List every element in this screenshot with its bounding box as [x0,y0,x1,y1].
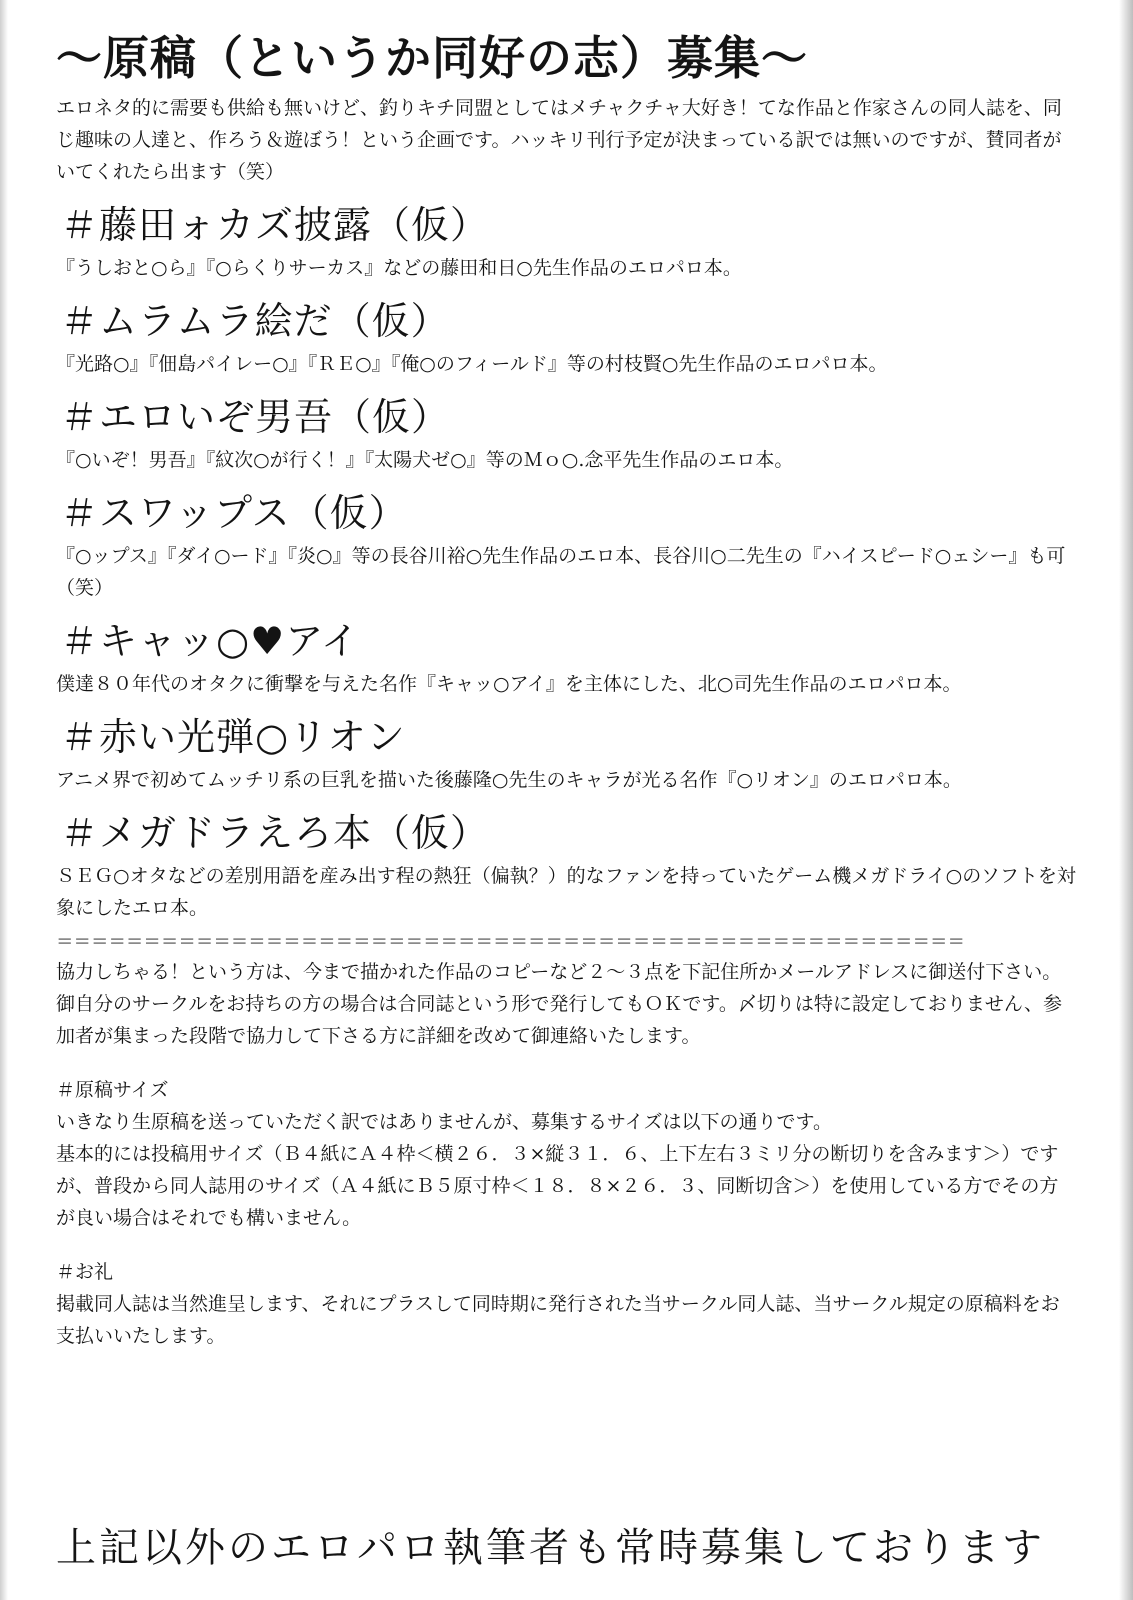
project-heading: ＃赤い光弾○リオン [60,715,406,759]
project-item [56,616,1077,700]
project-heading: ＃スワップス（仮） [60,491,408,535]
project-list [56,200,1077,924]
project-heading: ＃藤田ォカズ披露（仮） [60,203,490,247]
size-text-1: いきなり生原稿を送っていただく訳ではありませんが、募集するサイズは以下の通りです。 [56,1111,832,1133]
size-heading: ＃原稿サイズ [56,1079,169,1101]
project-description: ＳＥＧ○オタなどの差別用語を産み出す程の熱狂（偏執？）的なファンを持っていたゲーム機メガドライ○のソフトを対象にしたエロ本。 [56,865,1076,919]
project-heading: ＃ムラムラ絵だ（仮） [60,299,450,343]
project-item [56,808,1077,924]
project-heading: ＃メガドラえろ本（仮） [60,811,490,855]
project-description: 『光路○』『佃島パイレー○』『ＲＥ○』『俺○のフィールド』等の村枝賢○先生作品のエロパロ本。 [56,353,888,375]
page-title: ～原稿（というか同好の志）募集～ [56,31,808,85]
cooperation-text: 協力しちゃる！という方は、今まで描かれた作品のコピーなど２～３点を下記住所かメールアドレスに御送付下さい。御自分のサークルをお持ちの方の場合は合同誌という形で発行してもＯＫです。〆切りは特に設定しておりません、参加者が集まった段階で協力して下さる方に詳細を改めて御連絡いたします。 [56,961,1063,1047]
size-text-2: 基本的には投稿用サイズ（Ｂ４紙にＡ４枠＜横２６．３×縦３１．６、上下左右３ミリ分の断切りを含みます＞）ですが、普段から同人誌用のサイズ（Ａ４紙にＢ５原寸枠＜１８．８×２６．３、同断切含＞）を使用している方でその方が良い場合はそれでも構いません。 [56,1143,1059,1229]
project-item [56,296,1077,380]
thanks-heading: ＃お礼 [56,1261,114,1283]
thanks-section [56,1256,1077,1352]
project-description: 『○ップス』『ダイ○ード』『炎○』等の長谷川裕○先生作品のエロ本、長谷川○二先生の『ハイスピード○ェシー』も可（笑） [56,545,1066,599]
project-heading: ＃エロいぞ男吾（仮） [60,395,451,439]
project-description: 僕達８０年代のオタクに衝撃を与えた名作『キャッ○アイ』を主体にした、北○司先生作品のエロパロ本。 [56,673,962,695]
thanks-text: 掲載同人誌は当然進呈します、それにプラスして同時期に発行された当サークル同人誌、当サークル規定の原稿料をお支払いいたします。 [56,1293,1060,1347]
project-item [56,200,1077,284]
footer-text: 上記以外のエロパロ執筆者も常時募集しております [56,1525,1045,1571]
project-description: 『うしおと○ら』『○らくりサーカス』などの藤田和日○先生作品のエロパロ本。 [56,257,742,279]
project-item [56,488,1077,604]
project-description: アニメ界で初めてムッチリ系の巨乳を描いた後藤隆○先生のキャラが光る名作『○リオン』のエロパロ本。 [56,769,962,791]
project-heading: ＃キャッ○♥アイ [60,619,360,663]
size-section [56,1074,1077,1234]
intro-text: エロネタ的に需要も供給も無いけど、釣りキチ同盟としてはメチャクチャ大好き！てな作品と作家さんの同人誌を、同じ趣味の人達と、作ろう＆遊ぼう！という企画です。ハッキリ刊行予定が決まっている訳では無いのですが、賛同者がいてくれたら出ます（笑） [56,97,1062,183]
project-item [56,392,1077,476]
project-item [56,712,1077,796]
separator-line: ＝＝＝＝＝＝＝＝＝＝＝＝＝＝＝＝＝＝＝＝＝＝＝＝＝＝＝＝＝＝＝＝＝＝＝＝＝＝＝＝＝＝＝＝＝＝＝＝＝＝＝＝ [56,934,965,950]
project-description: 『○いぞ！男吾』『紋次○が行く！』『太陽犬ゼ○』等のＭｏ○.念平先生作品のエロ本。 [56,449,794,471]
